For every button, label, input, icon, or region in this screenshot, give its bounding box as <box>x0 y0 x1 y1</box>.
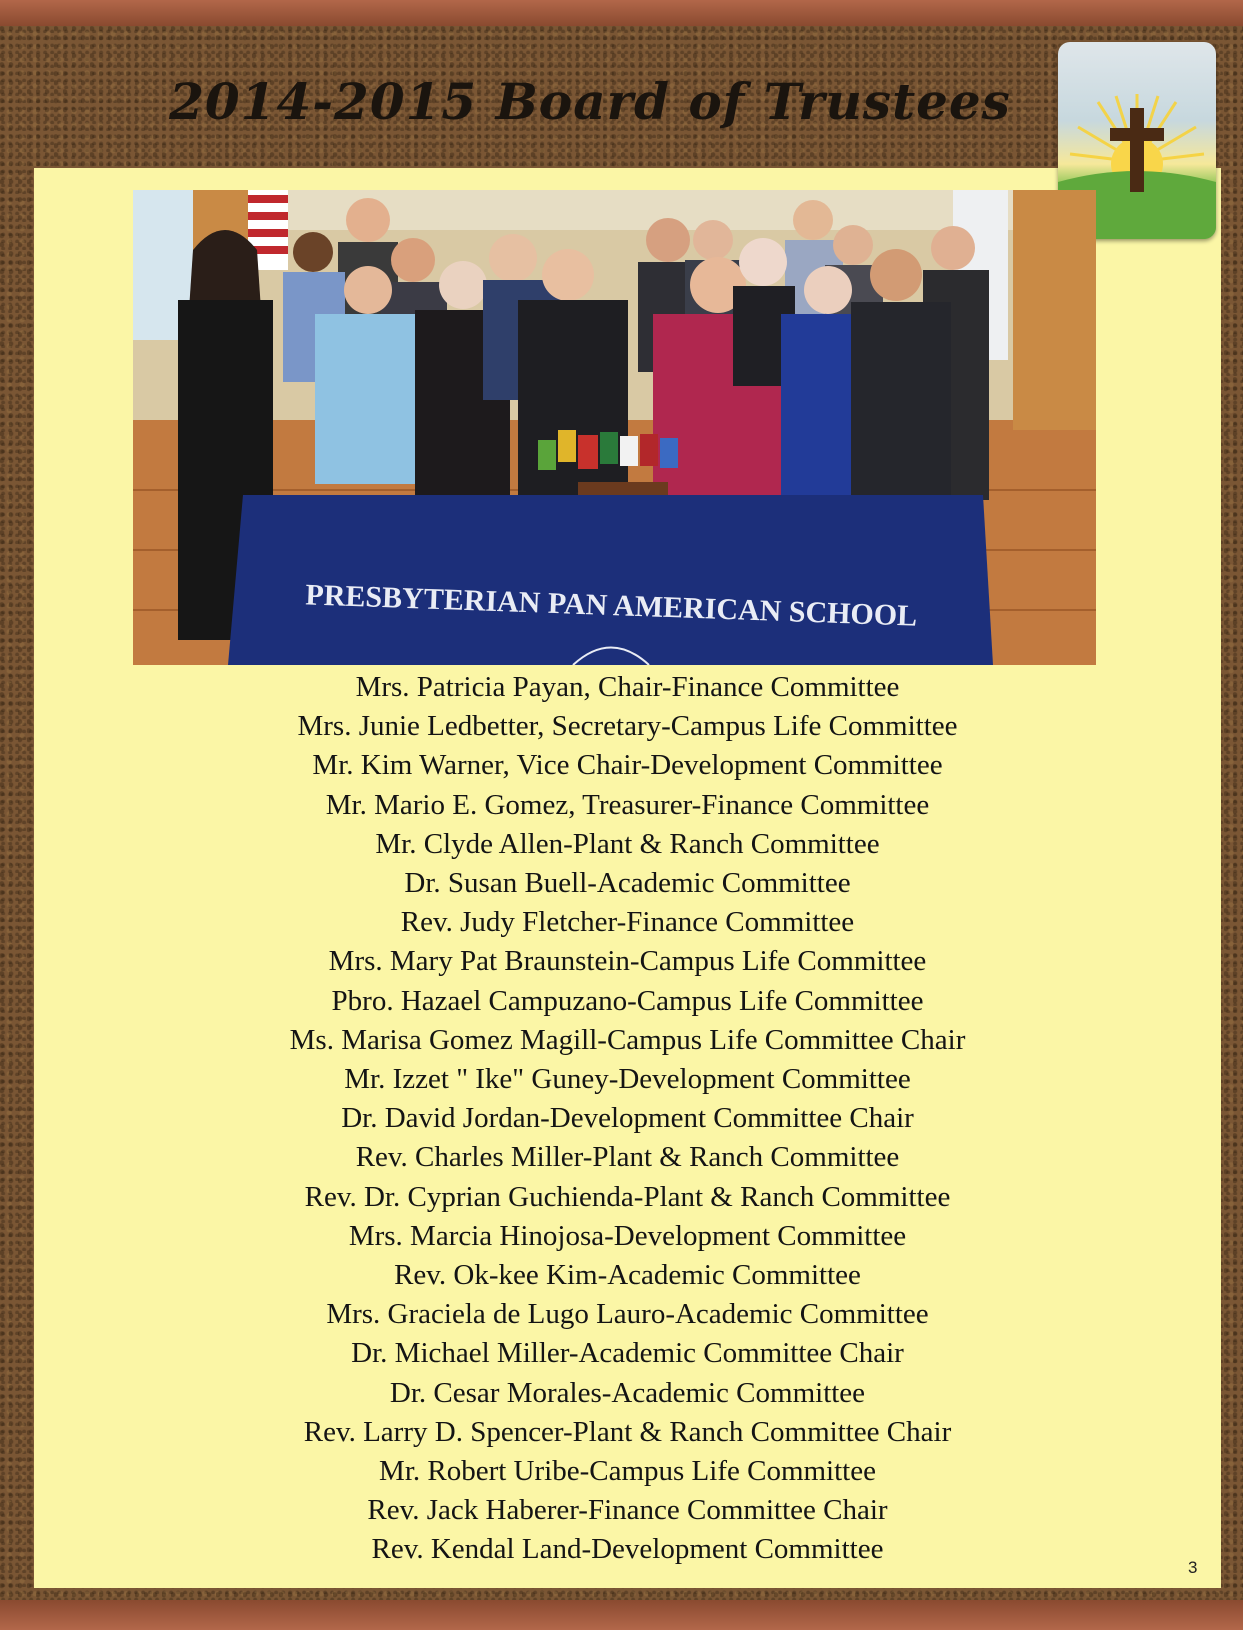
trustee-item: Mrs. Mary Pat Braunstein-Campus Life Committee <box>328 945 927 978</box>
trustee-item: Rev. Judy Fletcher-Finance Committee <box>400 906 855 939</box>
trustee-item: Dr. Michael Miller-Academic Committee Chair <box>351 1337 904 1370</box>
trustee-item: Ms. Marisa Gomez Magill-Campus Life Committee Chair <box>289 1023 966 1056</box>
trustee-item: Rev. Kendal Land-Development Committee <box>371 1533 884 1566</box>
trustee-item: Mr. Clyde Allen-Plant & Ranch Committee <box>375 827 880 860</box>
trustee-item: Mr. Mario E. Gomez, Treasurer-Finance Committee <box>325 788 930 821</box>
trustee-item: Rev. Dr. Cyprian Guchienda-Plant & Ranch Committee <box>304 1180 951 1213</box>
trustee-item: Pbro. Hazael Campuzano-Campus Life Committee <box>331 984 924 1017</box>
trustee-item: Mr. Robert Uribe-Campus Life Committee <box>379 1455 876 1488</box>
trustee-item: Rev. Ok-kee Kim-Academic Committee <box>394 1259 861 1292</box>
trustee-item: Mrs. Patricia Payan, Chair-Finance Committee <box>355 671 900 703</box>
trustee-item: Dr. Susan Buell-Academic Committee <box>404 867 851 900</box>
page-title: 2014-2015 Board of Trustees <box>169 72 1011 131</box>
trustee-item: Rev. Larry D. Spencer-Plant & Ranch Committee Chair <box>303 1415 952 1448</box>
frame-bottom-border <box>0 1600 1243 1630</box>
trustee-item: Dr. Cesar Morales-Academic Committee <box>389 1376 866 1409</box>
trustee-item: Rev. Charles Miller-Plant & Ranch Committee <box>355 1141 900 1174</box>
trustee-list <box>34 668 1221 1570</box>
trustee-item: Mrs. Marcia Hinojosa-Development Committee <box>348 1219 907 1252</box>
page-number: 3 <box>1188 1558 1198 1577</box>
tablecloth-label: PRESBYTERIAN PAN AMERICAN SCHOOL <box>304 578 918 633</box>
board-group-photo <box>133 190 1096 665</box>
trustee-item: Mrs. Graciela de Lugo Lauro-Academic Committee <box>326 1298 929 1331</box>
trustee-item: Mr. Izzet " Ike" Guney-Development Committee <box>344 1063 911 1096</box>
trustee-item: Dr. David Jordan-Development Committee Chair <box>341 1102 914 1135</box>
trustee-item: Mr. Kim Warner, Vice Chair-Development Committee <box>312 749 943 782</box>
frame-top-border <box>0 0 1243 26</box>
trustee-item: Mrs. Junie Ledbetter, Secretary-Campus Life Committee <box>297 710 958 743</box>
trustee-item: Rev. Jack Haberer-Finance Committee Chair <box>367 1494 888 1527</box>
